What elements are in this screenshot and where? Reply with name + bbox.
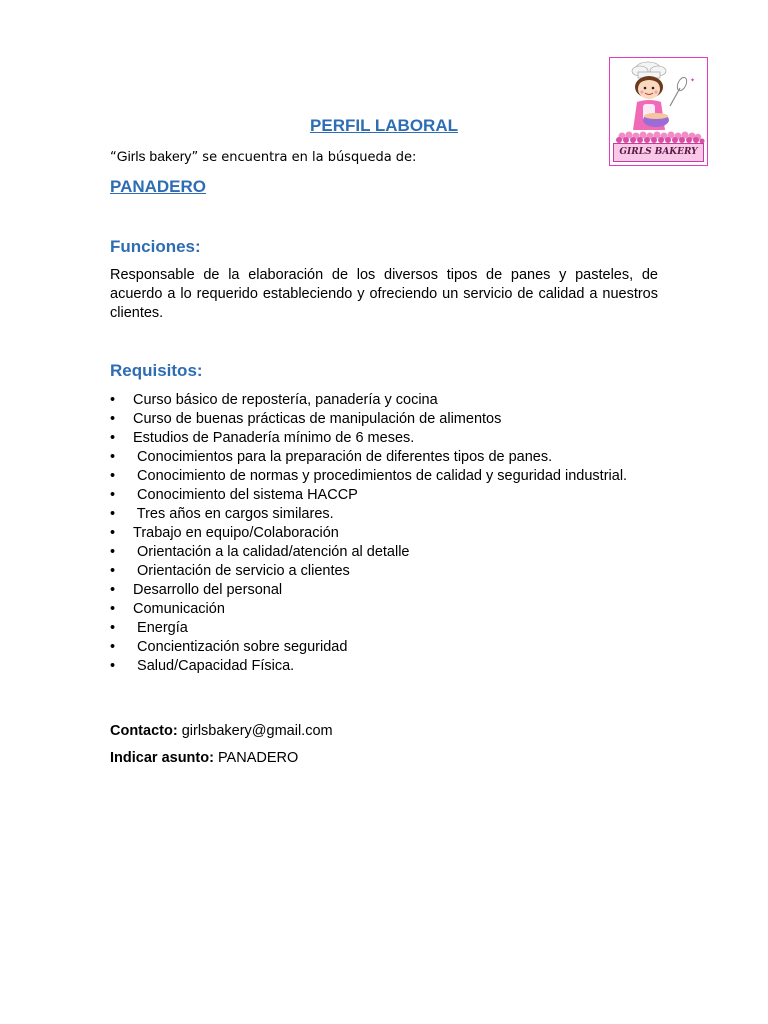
bullet-icon: • — [110, 411, 116, 427]
subject-label: Indicar asunto: — [110, 750, 214, 766]
bullet-icon: • — [110, 620, 116, 636]
requirement-item — [110, 391, 627, 410]
requirement-text: Orientación a la calidad/atención al detalle — [133, 544, 410, 560]
requirement-text: Trabajo en equipo/Colaboración — [133, 525, 339, 541]
requirement-text: Conocimientos para la preparación de diferentes tipos de panes. — [133, 449, 553, 465]
requirement-item — [110, 467, 627, 486]
requirements-heading: Requisitos: — [110, 361, 203, 380]
bullet-icon: • — [110, 430, 116, 446]
requirement-text: Conocimiento del sistema HACCP — [133, 487, 358, 503]
requirement-text: Conocimiento de normas y procedimientos de calidad y seguridad industrial. — [133, 468, 628, 484]
contact-email: girlsbakery@gmail.com — [177, 723, 333, 739]
intro-line — [110, 148, 416, 165]
bullet-icon: • — [110, 525, 116, 541]
requirements-list — [110, 391, 627, 676]
bullet-icon: • — [110, 639, 116, 655]
page-title: PERFIL LABORAL — [310, 116, 458, 135]
requirement-text: Tres años en cargos similares. — [133, 506, 334, 522]
functions-heading: Funciones: — [110, 237, 201, 256]
contact-label: Contacto: — [110, 723, 178, 739]
bullet-icon: • — [110, 487, 116, 503]
bullet-icon: • — [110, 563, 116, 579]
contact-line — [110, 723, 333, 739]
bullet-icon: • — [110, 392, 116, 408]
requirement-text: Comunicación — [133, 601, 225, 617]
bullet-icon: • — [110, 468, 116, 484]
bullet-icon: • — [110, 449, 116, 465]
requirement-text: Orientación de servicio a clientes — [133, 563, 350, 579]
requirement-item — [110, 505, 627, 524]
requirement-item — [110, 448, 627, 467]
requirement-item — [110, 581, 627, 600]
requirement-item — [110, 638, 627, 657]
requirement-text: Salud/Capacidad Física. — [133, 658, 295, 674]
requirement-item — [110, 600, 627, 619]
requirement-item — [110, 524, 627, 543]
requirement-item — [110, 543, 627, 562]
bullet-icon: • — [110, 544, 116, 560]
requirement-item — [110, 657, 627, 676]
requirement-item — [110, 562, 627, 581]
open-quote: “ — [110, 150, 117, 165]
requirement-item — [110, 619, 627, 638]
requirement-item — [110, 410, 627, 429]
requirement-text: Concientización sobre seguridad — [133, 639, 348, 655]
requirement-text: Curso de buenas prácticas de manipulación de alimentos — [133, 411, 502, 427]
requirement-item — [110, 486, 627, 505]
bullet-icon: • — [110, 506, 116, 522]
svg-text:✦: ✦ — [690, 77, 696, 84]
bullet-icon: • — [110, 601, 116, 617]
bullet-icon: • — [110, 658, 116, 674]
logo-text: GIRLS BAKERY — [613, 143, 704, 162]
requirement-item — [110, 429, 627, 448]
functions-text: Responsable de la elaboración de los diversos tipos de panes y pasteles, de acuerdo a lo requerido estableciendo y ofreciendo un servicio de calidad a nuestros clientes. — [110, 267, 658, 321]
company-name: Girls bakery — [116, 148, 192, 164]
requirement-text: Desarrollo del personal — [133, 582, 283, 598]
subject-value: PANADERO — [213, 750, 299, 766]
job-title: PANADERO — [110, 177, 207, 196]
requirement-text: Energía — [133, 620, 188, 636]
bullet-icon: • — [110, 582, 116, 598]
requirement-text: Estudios de Panadería mínimo de 6 meses. — [133, 430, 415, 446]
subject-line — [110, 750, 298, 766]
requirement-text: Curso básico de repostería, panadería y cocina — [133, 392, 438, 408]
intro-text: ” se encuentra en la búsqueda de: — [191, 150, 417, 165]
bakery-logo — [609, 57, 708, 166]
